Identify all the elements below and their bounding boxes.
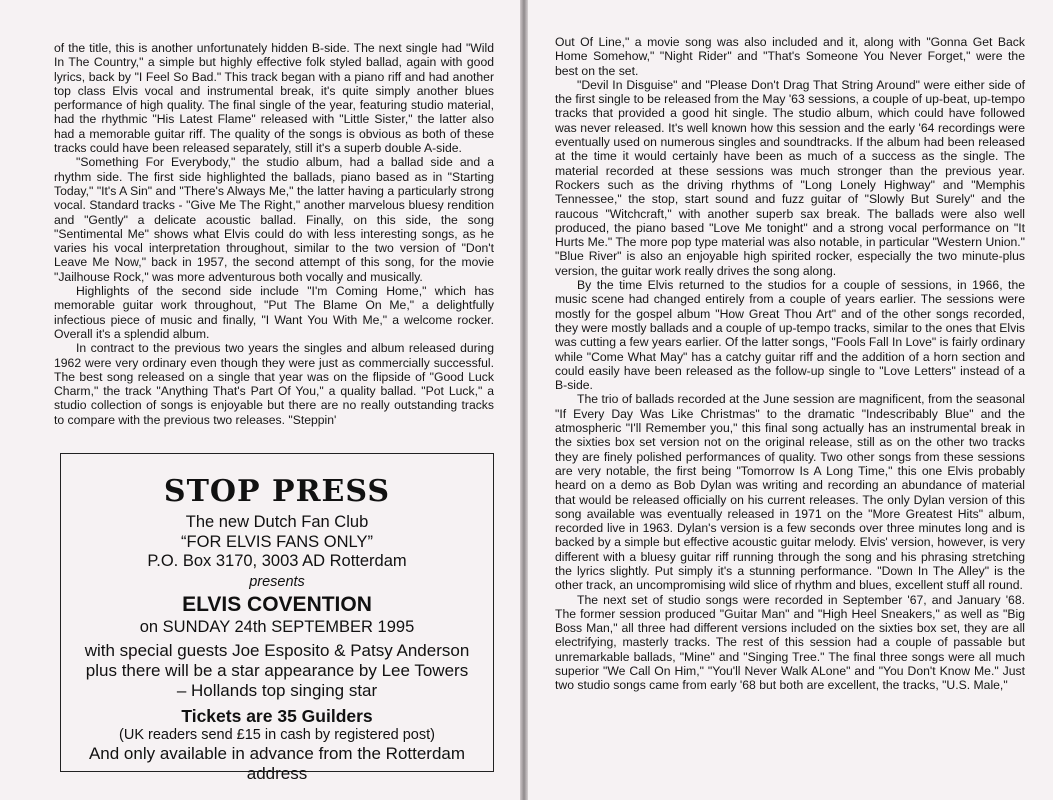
paragraph: of the title, this is another unfortunately hidden B-side. The next single had "Wild In The Country," a simple but highly effective folk styled ballad, again with good lyrics, back by "I Feel So Bad." This track began with a piano riff and had another top class Elvis vocal and instrumental break, it's quite simply another blues performance of high quality. The final single of the year, featuring studio material, had the rhythmic "His Latest Flame" released with "Little Sister," the latter also had a memorable guitar riff. The quality of the songs is obvious as both of these tracks could have been released separately, still it's a superb double A-side.: [54, 41, 494, 156]
advert-address: P.O. Box 3170, 3003 AD Rotterdam: [147, 552, 407, 571]
advert-club-name: “FOR ELVIS FANS ONLY”: [181, 532, 373, 551]
left-page-text: [54, 41, 494, 427]
paragraph: The next set of studio songs were recorded in September '67, and January '68. The former session produced "Guitar Man" and "High Heel Sneakers," as well as "Big Boss Man," all three had different versions included on the sixties box set, they are all electrifying, masterly tracks. The rest of this session had a couple of passable but unremarkable ballads, "Mine" and "Singing Tree." The final three songs were all much superior "We Call On Him," "You'll Never Walk ALone" and "You Don't Know Me." Just two studio songs came from early '68 but both are excellent, the tracks, "U.S. Male,": [555, 592, 1025, 693]
right-page-text: [555, 35, 1025, 693]
left-page: [0, 0, 520, 800]
advert-availability: And only available in advance from the Rotterdam address: [88, 744, 466, 784]
advert-tickets: Tickets are 35 Guilders: [181, 706, 373, 727]
advert-date: on SUNDAY 24th SEPTEMBER 1995: [139, 617, 415, 636]
paragraph: "Devil In Disguise" and "Please Don't Drag That String Around" were either side of the first single to be released from the May '63 sessions, a couple of up-beat, up-tempo tracks that provided a good hit single. The studio album, which could have followed was never released. It's well known how this session and the early '64 recordings were eventually used on numerous singles and soundtracks. If the album had been released at the time it would certainly have been as much of a success as the single. The material recorded at these sessions was much stronger than the previous year. Rockers such as the driving rhythms of "Long Lonely Highway" and "Memphis Tennessee," the stop, start sound and fuzz guitar of "Slowly But Surely" and the raucous "Witchcraft," with another superb sax break. The ballads were also well produced, the piano based "Love Me tonight" and a strong vocal performance on "It Hurts Me." The more pop type material was also notable, in particular "Western Union." "Blue River" is also an enjoyable high spirited rocker, especially the two minute-plus version, the guitar work really drives the song along.: [555, 77, 1025, 278]
advert-presents: presents: [249, 573, 305, 590]
paragraph: Highlights of the second side include "I'm Coming Home," which has memorable guitar work throughout, "Put The Blame On Me," a delightfully infectious piece of music and finally, "I Want You With Me," a welcome rocker. Overall it's a splendid album.: [54, 284, 494, 341]
book-gutter: [520, 0, 528, 800]
advert-star: plus there will be a star appearance by Lee Towers: [85, 661, 469, 681]
advert-headline: STOP PRESS: [163, 474, 391, 509]
advert-club: The new Dutch Fan Club: [185, 513, 369, 532]
paragraph: In contract to the previous two years the singles and album released during 1962 were very ordinary even though they were just as commercially successful. The best song released on a single that year was on the flipside of "Good Luck Charm," the track "Anything That's Part Of You," a quality ballad. "Pot Luck," a studio collection of songs is enjoyable but there are no really outstanding tracks to compare with the previous two releases. "Steppin': [54, 341, 494, 427]
advert-uk-note: (UK readers send £15 in cash by registered post): [119, 726, 435, 743]
paragraph: Out Of Line," a movie song was also included and it, along with "Gonna Get Back Home Somehow," "Night Rider" and "That's Someone You Never Forget," were the best on the set.: [555, 35, 1025, 78]
paragraph: By the time Elvis returned to the studios for a couple of sessions, in 1966, the music scene had changed entirely from a couple of years earlier. The sessions were mostly for the gospel album "How Great Thou Art" and of the other songs recorded, they were mostly ballads and a couple of up-tempo tracks, similar to the ones that Elvis was cutting a few years earlier. Of the latter songs, "Fools Fall In Love" is fairly ordinary while "Come What May" has a catchy guitar riff and the addition of a horn section and could easily have been released as the follow-up single to "Love Letters" instead of a B-side.: [555, 278, 1025, 393]
advert-guests: with special guests Joe Esposito & Patsy Anderson: [84, 641, 470, 661]
right-page: [528, 0, 1053, 800]
paragraph: "Something For Everybody," the studio album, had a ballad side and a rhythm side. The first side highlighted the ballads, piano based as in "Starting Today," "It's A Sin" and "There's Always Me," the latter having a particularly strong vocal. Standard tracks - "Give Me The Right," another marvelous bluesy rendition and "Gently" a delicate acoustic ballad. Finally, on this side, the song "Sentimental Me" shows what Elvis could do with less interesting songs, as he varies his vocal interpretation throughout, similar to the two version of "Don't Leave Me Now," back in 1957, the second attempt of this song, for the movie "Jailhouse Rock," was more adventurous both vocally and musically.: [54, 155, 494, 284]
paragraph: The trio of ballads recorded at the June session are magnificent, from the seasonal "If Every Day Was Like Christmas" to the dramatic "Indescribably Blue" and the atmospheric "I'll Remember you," this final song actually has an instrumental break in the sixties box set version not on the original release, still as on the other two tracks they are finely polished performances of quality. Two other songs from these sessions are very notable, the first being "Tomorrow Is A Long Time," this one Elvis probably heard on a demo as Bob Dylan was writing and recording an abundance of material that would be released officially on his current releases. The only Dylan version of this song available was eventually released in 1971 on the "More Greatest Hits" album, recorded live in 1963. Dylan's version is a few seconds over three minutes long and is backed by a simple but effective acoustic guitar melody. Elvis' version, however, is very different with a bluesy guitar riff running through the song and his phrasing stretching the lyrics slightly. Put simply it's a stunning performance. "Down In The Alley" is the other track, an uncompromising wild slice of rhythm and blues, excellent stuff all round.: [555, 392, 1025, 593]
advert-event: ELVIS COVENTION: [182, 592, 372, 616]
stop-press-advert: [60, 453, 494, 784]
advert-star-note: – Hollands top singing star: [176, 681, 378, 701]
